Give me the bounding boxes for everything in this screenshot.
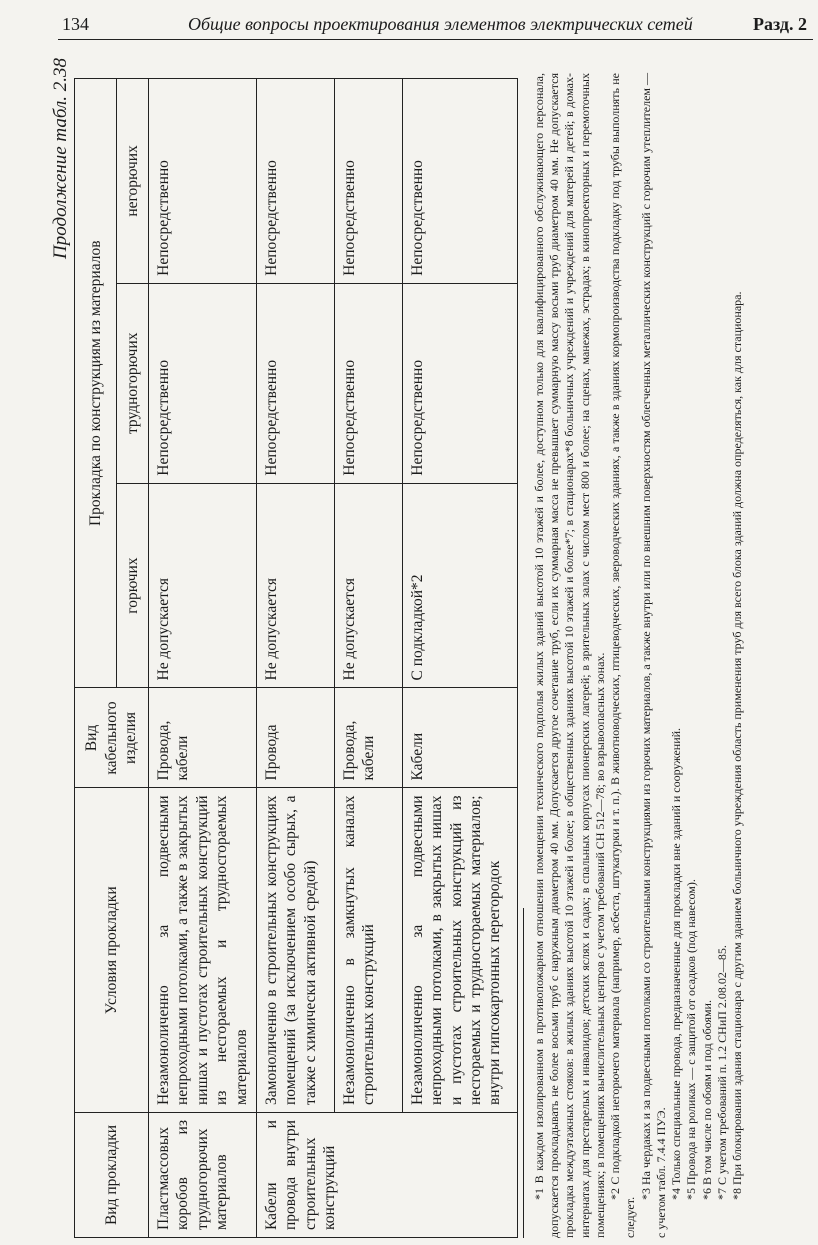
cell-cable: Провода, кабели xyxy=(334,688,402,788)
header-type: Вид прокладки xyxy=(75,1113,149,1238)
footnote-3: *3 На чердаках и за подвесными потолками со строительными конструкциями из горючих материалов, а также внутри или по внешним поверхностям облегченных металлических конструкций с горючим утеплителем — с учетом табл. 7.4.4 ПУЭ. xyxy=(638,73,668,1238)
cell-condition: Незамоноличенно в замкнутых каналах строительных конструкций xyxy=(334,788,402,1113)
footnote-2: *2 С подкладкой негорючего материала (например, асбеста, штукатурки и т. п.). В животноводческих, птицеводческих, звероводческих зданиях, а также в зданиях кормопроизводства подкладку под трубы выполнять не следует. xyxy=(608,73,638,1238)
cell-condition: Замоноличенно в строительных конструкциях помещений (за исключением особо сырых, а также с химически активной средой) xyxy=(256,788,334,1113)
cell-combustible: Не допускается xyxy=(334,483,402,688)
table-row xyxy=(149,79,257,1238)
table-row xyxy=(402,79,517,1238)
table-header-row xyxy=(75,79,117,1238)
page-number: 134 xyxy=(62,14,89,34)
footnote-6: *6 В том числе по обоям и под обоями. xyxy=(699,1000,714,1200)
table-row xyxy=(334,79,402,1238)
footnote-8: *8 При блокировании здания стационара с другим зданием больничного учреждения область применения труб для всего блока зданий должна определяться, как для стационара. xyxy=(730,291,745,1200)
header-combustible: горючих xyxy=(117,483,149,688)
cell-cable: Кабели xyxy=(402,688,517,788)
footnote-5: *5 Провода на роликах — с защитой от осадков (под навесом). xyxy=(684,879,699,1200)
header-conditions: Условия прокладки xyxy=(75,788,149,1113)
cell-condition: Незамоноличенно за подвесными непроходными потолками, в закрытых нишах и пустотах строительных конструкций из несгораемых и трудносгораемых материалов; внутри гипсокартонных перегородок xyxy=(402,788,517,1113)
header-noncombustible: негорючих xyxy=(117,79,149,284)
cell-type: Пластмассовых коробов из трудногорючих материалов xyxy=(149,1113,257,1238)
cell-combustible: С подкладкой*2 xyxy=(402,483,517,688)
header-hard-combustible: трудногорючих xyxy=(117,283,149,483)
header-group: Прокладка по конструкциям из материалов xyxy=(75,79,117,688)
footnote-1: *1 В каждом изолированном в противопожарном отношении помещении технического подполья жилых зданий высотой 10 этажей и более, доступном только для квалифицированного обслуживающего персонала, допускается прокладывать не более восьми труб с наружным диаметром 40 мм. Допускается другое сочетание труб, если их суммарная масса не превышает суммарную массу восьми труб диаметром 40 мм. Не допускается прокладка междуэтажных стояков: в жилых зданиях высотой 10 этажей и более; в общественных зданиях высотой 10 этажей и более*7; в стационарах*8 больничных учреждений и учреждений для матерей и детей; в домах-интернатах для престарелых и инвалидов; детских яслях и садах; в спальных корпусах пионерских лагерей; в зрительных залах с числом мест 800 и более; на сценах, манежах, эстрадах; в кинопроекторных и перемоточных помещениях; в помещениях вычислительных центров с учетом требований СН 512—78; во взрывоопасных зонах. xyxy=(532,73,607,1238)
cell-type: Кабели и провода внутри строительных конструкций xyxy=(256,1113,517,1238)
cell-cable: Провода, кабели xyxy=(149,688,257,788)
table-row xyxy=(256,79,334,1238)
footnotes xyxy=(532,73,745,1238)
cell-combustible: Не допускается xyxy=(256,483,334,688)
cell-hard-combustible: Непосредственно xyxy=(149,283,257,483)
footnote-4: *4 Только специальные провода, предназначенные для прокладки вне зданий и сооружений. xyxy=(669,727,684,1200)
cell-noncombustible: Непосредственно xyxy=(149,79,257,284)
wiring-conditions-table xyxy=(74,78,518,1238)
header-rule xyxy=(58,39,813,40)
footnote-rule xyxy=(523,908,524,1238)
cell-hard-combustible: Непосредственно xyxy=(402,283,517,483)
cell-noncombustible: Непосредственно xyxy=(256,79,334,284)
running-title: Общие вопросы проектирования элементов электрических сетей xyxy=(188,14,693,34)
cell-noncombustible: Непосредственно xyxy=(334,79,402,284)
cell-combustible: Не допускается xyxy=(149,483,257,688)
cell-noncombustible: Непосредственно xyxy=(402,79,517,284)
header-cable-kind: Вид кабельного изделия xyxy=(75,688,149,788)
section-label: Разд. 2 xyxy=(752,14,807,34)
cell-hard-combustible: Непосредственно xyxy=(256,283,334,483)
cell-condition: Незамоноличенно за подвесными непроходными потолками, а также в закрытых нишах и пустотах строительных конструкций из несгораемых и трудносгораемых материалов xyxy=(149,788,257,1113)
page-header xyxy=(58,10,813,40)
table-continuation-label: Продолжение табл. 2.38 xyxy=(50,58,71,259)
cell-hard-combustible: Непосредственно xyxy=(334,283,402,483)
footnote-7: *7 С учетом требований п. 1.2 СНиП 2.08.02—85. xyxy=(714,945,729,1200)
rotated-page-content xyxy=(52,53,792,1238)
cell-cable: Провода xyxy=(256,688,334,788)
